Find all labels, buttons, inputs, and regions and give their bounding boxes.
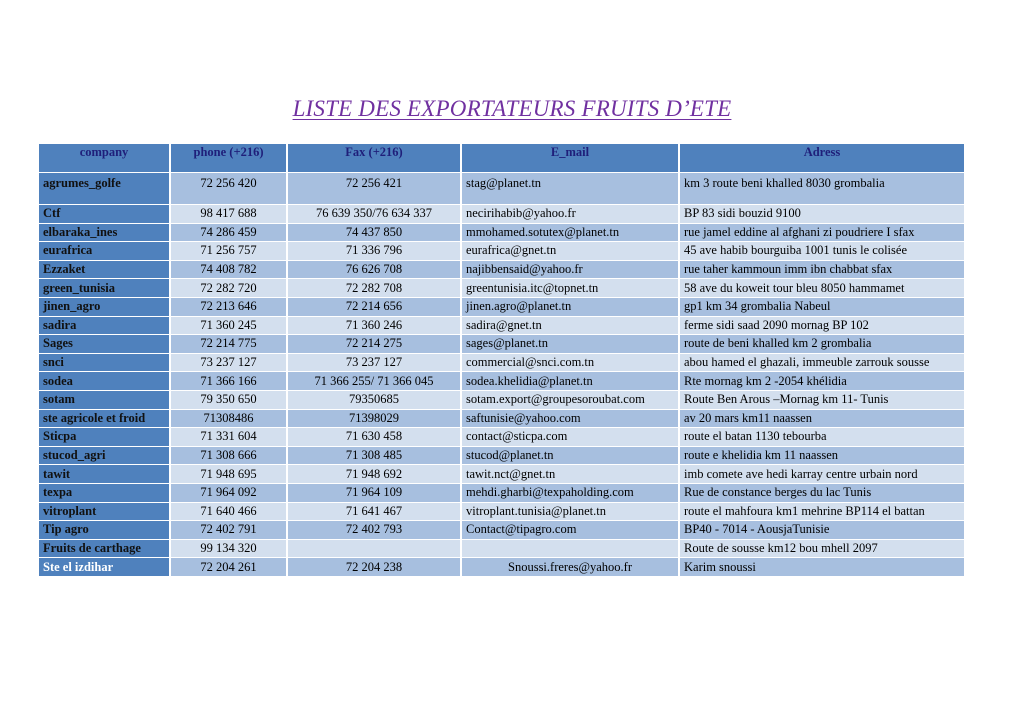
cell-adress: BP40 - 7014 - AousjaTunisie (680, 521, 964, 539)
cell-adress: rue taher kammoun imm ibn chabbat sfax (680, 261, 964, 279)
cell-email: eurafrica@gnet.tn (462, 242, 678, 260)
cell-adress: imb comete ave hedi karray centre urbain nord (680, 465, 964, 483)
cell-phone: 71 308 666 (171, 447, 286, 465)
table-row (39, 354, 964, 372)
table-row (39, 372, 964, 390)
table-row (39, 279, 964, 297)
cell-email: mmohamed.sotutex@planet.tn (462, 224, 678, 242)
cell-email: commercial@snci.com.tn (462, 354, 678, 372)
table-row (39, 242, 964, 260)
cell-fax: 71 630 458 (288, 428, 460, 446)
cell-fax: 71398029 (288, 410, 460, 428)
cell-phone: 72 402 791 (171, 521, 286, 539)
cell-fax: 76 639 350/76 634 337 (288, 205, 460, 223)
table-row (39, 298, 964, 316)
cell-email: tawit.nct@gnet.tn (462, 465, 678, 483)
cell-fax: 76 626 708 (288, 261, 460, 279)
cell-email (462, 540, 678, 558)
header-email: E_mail (462, 144, 678, 172)
table-header-row (39, 144, 964, 172)
cell-phone: 98 417 688 (171, 205, 286, 223)
cell-adress: abou hamed el ghazali, immeuble zarrouk sousse (680, 354, 964, 372)
cell-adress: gp1 km 34 grombalia Nabeul (680, 298, 964, 316)
cell-adress: BP 83 sidi bouzid 9100 (680, 205, 964, 223)
cell-phone: 71308486 (171, 410, 286, 428)
cell-email: greentunisia.itc@topnet.tn (462, 279, 678, 297)
table-row (39, 205, 964, 223)
cell-fax: 79350685 (288, 391, 460, 409)
cell-email: Snoussi.freres@yahoo.fr (462, 558, 678, 576)
cell-fax: 72 214 275 (288, 335, 460, 353)
cell-fax: 71 366 255/ 71 366 045 (288, 372, 460, 390)
cell-company: Sages (39, 335, 169, 353)
cell-email: sadira@gnet.tn (462, 317, 678, 335)
cell-company: Fruits de carthage (39, 540, 169, 558)
header-company: company (39, 144, 169, 172)
cell-phone: 71 360 245 (171, 317, 286, 335)
cell-phone: 79 350 650 (171, 391, 286, 409)
cell-company: jinen_agro (39, 298, 169, 316)
cell-company: Ezzaket (39, 261, 169, 279)
table-row (39, 428, 964, 446)
cell-phone: 72 204 261 (171, 558, 286, 576)
cell-fax: 71 964 109 (288, 484, 460, 502)
table-row (39, 317, 964, 335)
cell-fax: 73 237 127 (288, 354, 460, 372)
cell-fax: 72 256 421 (288, 173, 460, 204)
cell-adress: route e khelidia km 11 naassen (680, 447, 964, 465)
cell-company: sadira (39, 317, 169, 335)
cell-phone: 71 256 757 (171, 242, 286, 260)
cell-company: elbaraka_ines (39, 224, 169, 242)
table-row (39, 173, 964, 204)
table-row (39, 261, 964, 279)
cell-company: tawit (39, 465, 169, 483)
header-adress: Adress (680, 144, 964, 172)
cell-adress: ferme sidi saad 2090 mornag BP 102 (680, 317, 964, 335)
cell-email: sages@planet.tn (462, 335, 678, 353)
cell-phone: 72 256 420 (171, 173, 286, 204)
document-title: LISTE DES EXPORTATEURS FRUITS D’ETE (292, 96, 732, 121)
cell-fax (288, 540, 460, 558)
cell-email: necirihabib@yahoo.fr (462, 205, 678, 223)
table-row (39, 335, 964, 353)
cell-company: stucod_agri (39, 447, 169, 465)
cell-adress: Route Ben Arous –Mornag km 11- Tunis (680, 391, 964, 409)
cell-adress: km 3 route beni khalled 8030 grombalia (680, 173, 964, 204)
table-row (39, 558, 964, 576)
cell-phone: 74 286 459 (171, 224, 286, 242)
cell-fax: 71 308 485 (288, 447, 460, 465)
cell-fax: 72 282 708 (288, 279, 460, 297)
cell-company: ste agricole et froid (39, 410, 169, 428)
cell-company: texpa (39, 484, 169, 502)
cell-company: sodea (39, 372, 169, 390)
cell-phone: 73 237 127 (171, 354, 286, 372)
cell-adress: 45 ave habib bourguiba 1001 tunis le colisée (680, 242, 964, 260)
cell-adress: Rue de constance berges du lac Tunis (680, 484, 964, 502)
cell-adress: Rte mornag km 2 -2054 khélidia (680, 372, 964, 390)
table-row (39, 410, 964, 428)
cell-company: sotam (39, 391, 169, 409)
cell-email: najibbensaid@yahoo.fr (462, 261, 678, 279)
cell-company: eurafrica (39, 242, 169, 260)
cell-email: vitroplant.tunisia@planet.tn (462, 503, 678, 521)
cell-phone: 74 408 782 (171, 261, 286, 279)
table-row (39, 447, 964, 465)
cell-phone: 71 366 166 (171, 372, 286, 390)
cell-adress: route el mahfoura km1 mehrine BP114 el battan (680, 503, 964, 521)
table-row (39, 391, 964, 409)
cell-company: Sticpa (39, 428, 169, 446)
cell-email: contact@sticpa.com (462, 428, 678, 446)
cell-phone: 99 134 320 (171, 540, 286, 558)
cell-adress: Route de sousse km12 bou mhell 2097 (680, 540, 964, 558)
cell-phone: 71 964 092 (171, 484, 286, 502)
cell-email: mehdi.gharbi@texpaholding.com (462, 484, 678, 502)
cell-adress: 58 ave du koweit tour bleu 8050 hammamet (680, 279, 964, 297)
cell-company: snci (39, 354, 169, 372)
cell-email: stucod@planet.tn (462, 447, 678, 465)
table-row (39, 484, 964, 502)
cell-adress: Karim snoussi (680, 558, 964, 576)
cell-fax: 72 214 656 (288, 298, 460, 316)
cell-company: vitroplant (39, 503, 169, 521)
cell-email: jinen.agro@planet.tn (462, 298, 678, 316)
cell-company: Ste el izdihar (39, 558, 169, 576)
cell-adress: rue jamel eddine al afghani zi poudriere I sfax (680, 224, 964, 242)
cell-phone: 72 213 646 (171, 298, 286, 316)
table-row (39, 540, 964, 558)
header-phone: phone (+216) (171, 144, 286, 172)
cell-email: Contact@tipagro.com (462, 521, 678, 539)
table-row (39, 224, 964, 242)
header-fax: Fax (+216) (288, 144, 460, 172)
cell-email: sodea.khelidia@planet.tn (462, 372, 678, 390)
table-row (39, 503, 964, 521)
cell-phone: 71 640 466 (171, 503, 286, 521)
cell-company: green_tunisia (39, 279, 169, 297)
table-row (39, 521, 964, 539)
cell-phone: 72 214 775 (171, 335, 286, 353)
cell-phone: 71 948 695 (171, 465, 286, 483)
cell-phone: 72 282 720 (171, 279, 286, 297)
cell-fax: 71 360 246 (288, 317, 460, 335)
cell-adress: route el batan 1130 tebourba (680, 428, 964, 446)
cell-adress: av 20 mars km11 naassen (680, 410, 964, 428)
cell-adress: route de beni khalled km 2 grombalia (680, 335, 964, 353)
cell-email: saftunisie@yahoo.com (462, 410, 678, 428)
cell-fax: 74 437 850 (288, 224, 460, 242)
exporters-table (37, 143, 966, 577)
cell-email: sotam.export@groupesoroubat.com (462, 391, 678, 409)
cell-fax: 72 402 793 (288, 521, 460, 539)
cell-company: Tip agro (39, 521, 169, 539)
cell-email: stag@planet.tn (462, 173, 678, 204)
cell-fax: 72 204 238 (288, 558, 460, 576)
cell-fax: 71 641 467 (288, 503, 460, 521)
table-row (39, 465, 964, 483)
cell-company: Ctf (39, 205, 169, 223)
cell-company: agrumes_golfe (39, 173, 169, 204)
cell-phone: 71 331 604 (171, 428, 286, 446)
cell-fax: 71 948 692 (288, 465, 460, 483)
cell-fax: 71 336 796 (288, 242, 460, 260)
